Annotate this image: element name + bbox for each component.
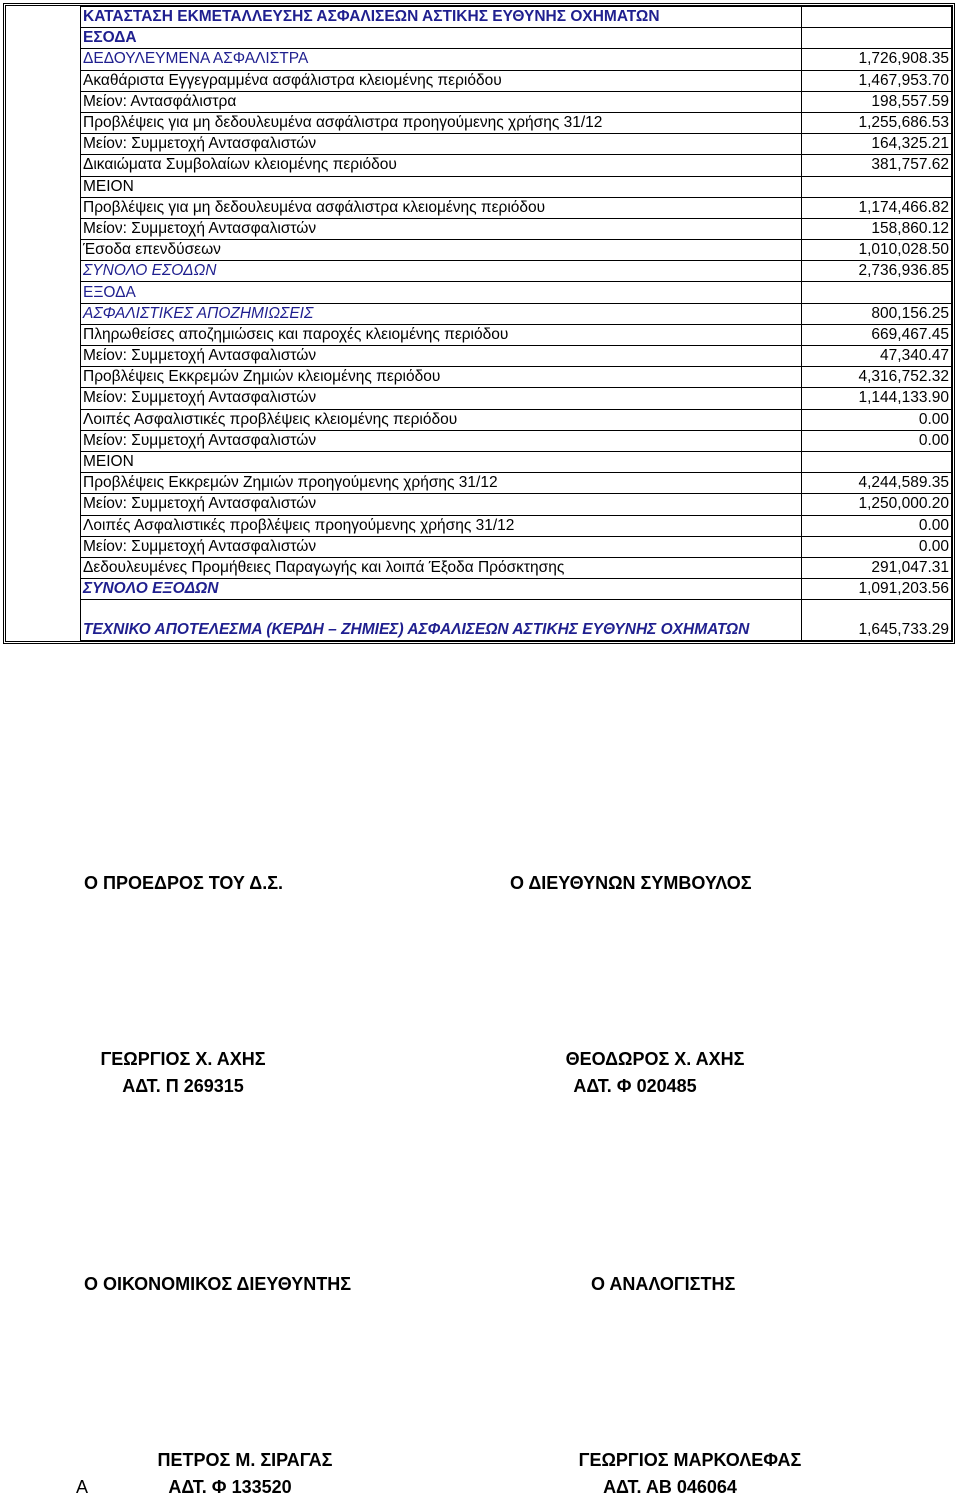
row-gutter: [6, 91, 81, 112]
row-label: Προβλέψεις Εκκρεμών Ζημιών προηγούμενης χρήσης 31/12: [81, 473, 802, 494]
row-label: Προβλέψεις Εκκρεμών Ζημιών κλειομένης περιόδου: [81, 367, 802, 388]
row-gutter: [6, 49, 81, 70]
row-gutter: [6, 579, 81, 600]
table-row: [6, 536, 952, 557]
row-amount: 198,557.59: [802, 91, 952, 112]
row-gutter: [6, 409, 81, 430]
row-label: Δεδουλευμένες Προμήθειες Παραγωγής και λοιπά Έξοδα Πρόσκτησης: [81, 557, 802, 578]
row-amount: 1,250,000.20: [802, 494, 952, 515]
row-gutter: [6, 176, 81, 197]
row-amount: [802, 7, 952, 28]
actuary-id: ΑΔΤ. ΑΒ 046064: [603, 1477, 737, 1497]
row-label: Μείον: Συμμετοχή Αντασφαλιστών: [81, 494, 802, 515]
row-label: Προβλέψεις για μη δεδουλευμένα ασφάλιστρα προηγούμενης χρήσης 31/12: [81, 112, 802, 133]
table-row: [6, 218, 952, 239]
table-row: [6, 579, 952, 600]
row-gutter: [6, 324, 81, 345]
ceo-id: ΑΔΤ. Φ 020485: [573, 1076, 697, 1096]
row-label: Προβλέψεις για μη δεδουλευμένα ασφάλιστρα κλειομένης περιόδου: [81, 197, 802, 218]
row-label: ΕΣΟΔΑ: [81, 28, 802, 49]
row-label: Πληρωθείσες αποζημιώσεις και παροχές κλειομένης περιόδου: [81, 324, 802, 345]
row-gutter: [6, 7, 81, 28]
row-label: Μείον: Συμμετοχή Αντασφαλιστών: [81, 134, 802, 155]
row-label: Μείον: Συμμετοχή Αντασφαλιστών: [81, 536, 802, 557]
row-amount: 0.00: [802, 515, 952, 536]
table-row: [6, 494, 952, 515]
row-label: ΤΕΧΝΙΚΟ ΑΠΟΤΕΛΕΣΜΑ (ΚΕΡΔΗ – ΖΗΜΙΕΣ) ΑΣΦΑΛΙΣΕΩΝ ΑΣΤΙΚΗΣ ΕΥΘΥΝΗΣ ΟΧΗΜΑΤΩΝ: [81, 600, 802, 641]
row-gutter: [6, 388, 81, 409]
row-label: ΚΑΤΑΣΤΑΣΗ ΕΚΜΕΤΑΛΛΕΥΣΗΣ ΑΣΦΑΛΙΣΕΩΝ ΑΣΤΙΚΗΣ ΕΥΘΥΝΗΣ ΟΧΗΜΑΤΩΝ: [81, 7, 802, 28]
row-gutter: [6, 112, 81, 133]
row-amount: 1,645,733.29: [802, 600, 952, 641]
row-label: ΣΥΝΟΛΟ ΕΞΟΔΩΝ: [81, 579, 802, 600]
cfo-name: ΠΕΤΡΟΣ Μ. ΣΙΡΑΓΑΣ: [157, 1450, 333, 1470]
table-row: [6, 7, 952, 28]
row-amount: 1,144,133.90: [802, 388, 952, 409]
row-gutter: [6, 240, 81, 261]
row-amount: [802, 176, 952, 197]
row-label: ΔΕΔΟΥΛΕΥΜΕΝΑ ΑΣΦΑΛΙΣΤΡΑ: [81, 49, 802, 70]
row-label: Μείον: Συμμετοχή Αντασφαλιστών: [81, 430, 802, 451]
actuary-name: ΓΕΩΡΓΙΟΣ ΜΑΡΚΟΛΕΦΑΣ: [578, 1450, 802, 1470]
actuary-title: Ο ΑΝΑΛΟΓΙΣΤΗΣ: [591, 1274, 736, 1294]
statement-frame: [3, 3, 955, 644]
table-row: [6, 346, 952, 367]
ceo-title: Ο ΔΙΕΥΘΥΝΩΝ ΣΥΜΒΟΥΛΟΣ: [510, 873, 752, 893]
table-row: [6, 282, 952, 303]
table-row: [6, 473, 952, 494]
table-row: [6, 91, 952, 112]
row-label: Ακαθάριστα Εγγεγραμμένα ασφάλιστρα κλειομένης περιόδου: [81, 70, 802, 91]
row-gutter: [6, 451, 81, 472]
row-label: ΜΕΙΟΝ: [81, 176, 802, 197]
row-amount: 1,467,953.70: [802, 70, 952, 91]
operating-statement-table: [6, 6, 952, 641]
cfo-title: Ο ΟΙΚΟΝΟΜΙΚΟΣ ΔΙΕΥΘΥΝΤΗΣ: [84, 1274, 352, 1294]
table-row: [6, 409, 952, 430]
row-gutter: [6, 134, 81, 155]
row-amount: 669,467.45: [802, 324, 952, 345]
row-amount: 158,860.12: [802, 218, 952, 239]
table-row: [6, 557, 952, 578]
table-row: [6, 49, 952, 70]
row-gutter: [6, 261, 81, 282]
row-label: Δικαιώματα Συμβολαίων κλειομένης περιόδου: [81, 155, 802, 176]
table-row: [6, 28, 952, 49]
row-amount: 0.00: [802, 409, 952, 430]
table-row: [6, 303, 952, 324]
row-label: ΕΞΟΔΑ: [81, 282, 802, 303]
row-label: Έσοδα επενδύσεων: [81, 240, 802, 261]
table-row: [6, 197, 952, 218]
row-gutter: [6, 600, 81, 641]
row-label: Λοιπές Ασφαλιστικές προβλέψεις κλειομένης περιόδου: [81, 409, 802, 430]
president-id: ΑΔΤ. Π 269315: [122, 1076, 244, 1096]
row-amount: 1,010,028.50: [802, 240, 952, 261]
row-amount: 1,174,466.82: [802, 197, 952, 218]
table-row: [6, 112, 952, 133]
row-amount: 164,325.21: [802, 134, 952, 155]
row-amount: [802, 28, 952, 49]
president-name: ΓΕΩΡΓΙΟΣ Χ. ΑΧΗΣ: [100, 1049, 266, 1069]
row-amount: 4,316,752.32: [802, 367, 952, 388]
row-gutter: [6, 218, 81, 239]
ceo-name: ΘΕΟΔΩΡΟΣ Χ. ΑΧΗΣ: [565, 1049, 745, 1069]
row-amount: 800,156.25: [802, 303, 952, 324]
statement-rows: [6, 7, 952, 641]
row-amount: 47,340.47: [802, 346, 952, 367]
table-row: [6, 240, 952, 261]
table-row: [6, 261, 952, 282]
row-amount: [802, 282, 952, 303]
president-title: Ο ΠΡΟΕΔΡΟΣ ΤΟΥ Δ.Σ.: [84, 873, 284, 893]
row-amount: [802, 451, 952, 472]
row-label: ΣΥΝΟΛΟ ΕΣΟΔΩΝ: [81, 261, 802, 282]
row-gutter: [6, 367, 81, 388]
row-label: ΜΕΙΟΝ: [81, 451, 802, 472]
row-gutter: [6, 473, 81, 494]
row-label: Μείον: Συμμετοχή Αντασφαλιστών: [81, 346, 802, 367]
row-label: Μείον: Συμμετοχή Αντασφαλιστών: [81, 218, 802, 239]
table-row: [6, 515, 952, 536]
row-amount: 0.00: [802, 430, 952, 451]
row-gutter: [6, 515, 81, 536]
table-row: [6, 367, 952, 388]
row-amount: 1,255,686.53: [802, 112, 952, 133]
row-gutter: [6, 28, 81, 49]
row-amount: 2,736,936.85: [802, 261, 952, 282]
row-amount: 1,726,908.35: [802, 49, 952, 70]
table-row: [6, 388, 952, 409]
row-label: Λοιπές Ασφαλιστικές προβλέψεις προηγούμενης χρήσης 31/12: [81, 515, 802, 536]
table-row: [6, 134, 952, 155]
row-gutter: [6, 494, 81, 515]
table-row: [6, 70, 952, 91]
row-label: Μείον: Συμμετοχή Αντασφαλιστών: [81, 388, 802, 409]
row-amount: 0.00: [802, 536, 952, 557]
row-gutter: [6, 346, 81, 367]
row-amount: 1,091,203.56: [802, 579, 952, 600]
table-row: [6, 600, 952, 641]
row-label: Μείον: Αντασφάλιστρα: [81, 91, 802, 112]
row-gutter: [6, 557, 81, 578]
table-row: [6, 430, 952, 451]
table-row: [6, 451, 952, 472]
row-gutter: [6, 197, 81, 218]
row-gutter: [6, 303, 81, 324]
row-gutter: [6, 70, 81, 91]
row-amount: 291,047.31: [802, 557, 952, 578]
row-gutter: [6, 536, 81, 557]
table-row: [6, 324, 952, 345]
row-gutter: [6, 155, 81, 176]
row-amount: 381,757.62: [802, 155, 952, 176]
stray-letter: Α: [76, 1477, 89, 1497]
row-gutter: [6, 282, 81, 303]
row-gutter: [6, 430, 81, 451]
row-label: ΑΣΦΑΛΙΣΤΙΚΕΣ ΑΠΟΖΗΜΙΩΣΕΙΣ: [81, 303, 802, 324]
row-amount: 4,244,589.35: [802, 473, 952, 494]
cfo-id: ΑΔΤ. Φ 133520: [168, 1477, 292, 1497]
table-row: [6, 176, 952, 197]
table-row: [6, 155, 952, 176]
